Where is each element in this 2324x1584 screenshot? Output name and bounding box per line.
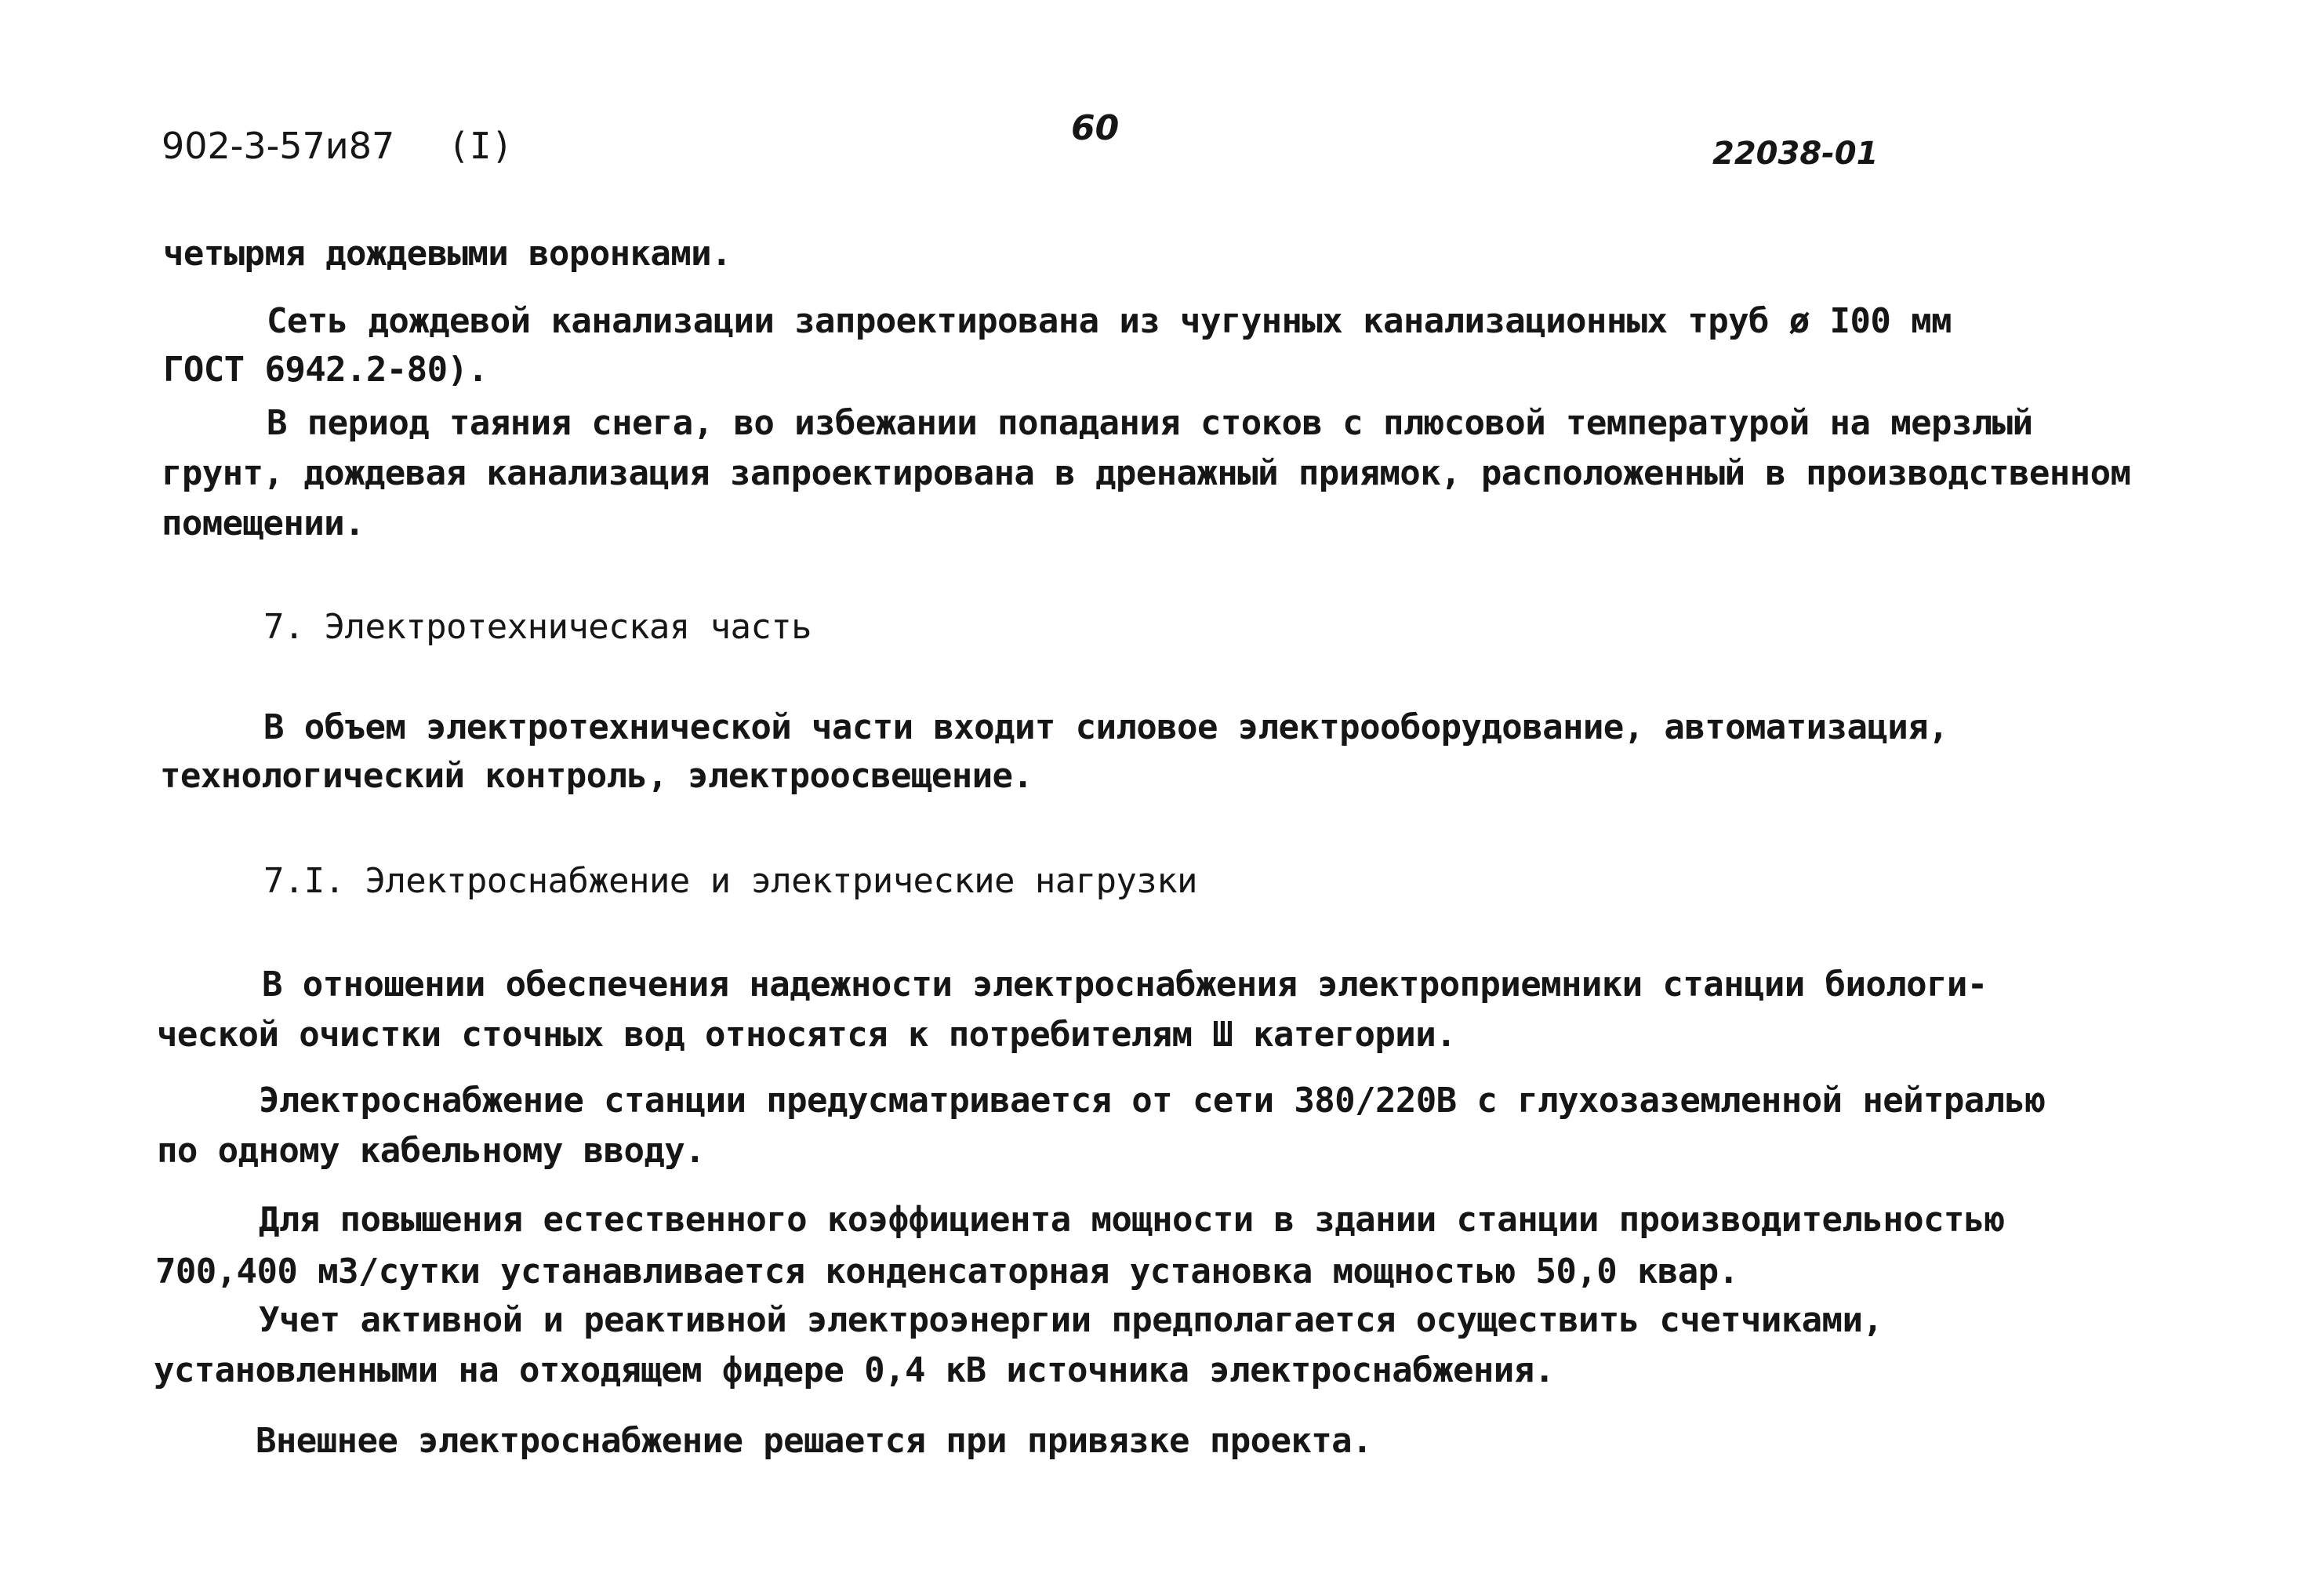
text-line: установленными на отходящем фидере 0,4 кВ источника электроснабжения. bbox=[154, 1350, 1555, 1390]
text-line: ческой очистки сточных вод относятся к потребителям Ш категории. bbox=[157, 1015, 1456, 1055]
paragraph-line: Электроснабжение станции предусматривается от сети 380/220В с глухозаземленной нейтралью bbox=[259, 1081, 2046, 1121]
project-designation: 902-3-57и87 bbox=[162, 125, 395, 167]
part-number: (I) bbox=[448, 125, 514, 167]
text-line: грунт, дождевая канализация запроектирована в дренажный приямок, расположенный в производственном bbox=[162, 453, 2131, 493]
paragraph-line: В период таяния снега, во избежании попадания стоков с плюсовой температурой на мерзлый bbox=[267, 403, 2033, 443]
paragraph-line: Внешнее электроснабжение решается при привязке проекта. bbox=[256, 1421, 1372, 1461]
text-line: ГОСТ 6942.2-80). bbox=[163, 350, 488, 390]
text-line: помещении. bbox=[162, 503, 365, 543]
text-line: по одному кабельному вводу. bbox=[157, 1131, 706, 1171]
paragraph-line: Учет активной и реактивной электроэнергии предполагается осуществить счетчиками, bbox=[259, 1300, 1883, 1340]
text-line: четырмя дождевыми воронками. bbox=[163, 234, 732, 274]
document-code: 22038-01 bbox=[1712, 136, 1879, 172]
paragraph-line: В объем электротехнической части входит силовое электрооборудование, автоматизация, bbox=[263, 707, 1948, 747]
paragraph-line: В отношении обеспечения надежности электроснабжения электроприемники станции биологи- bbox=[262, 965, 1988, 1005]
paragraph-line: Для повышения естественного коэффициента мощности в здании станции производительностью bbox=[259, 1200, 2005, 1240]
text-line: технологический контроль, электроосвещение. bbox=[160, 756, 1033, 796]
page-number: 60 bbox=[1071, 108, 1120, 148]
section-heading: 7. Электротехническая часть bbox=[263, 607, 812, 647]
paragraph-line: Сеть дождевой канализации запроектирована из чугунных канализационных труб ø I00 мм bbox=[267, 301, 1952, 341]
subsection-heading: 7.I. Электроснабжение и электрические нагрузки bbox=[263, 861, 1197, 901]
text-line: 700,400 м3/сутки устанавливается конденсаторная установка мощностью 50,0 квар. bbox=[155, 1252, 1739, 1292]
header-left bbox=[162, 124, 513, 168]
